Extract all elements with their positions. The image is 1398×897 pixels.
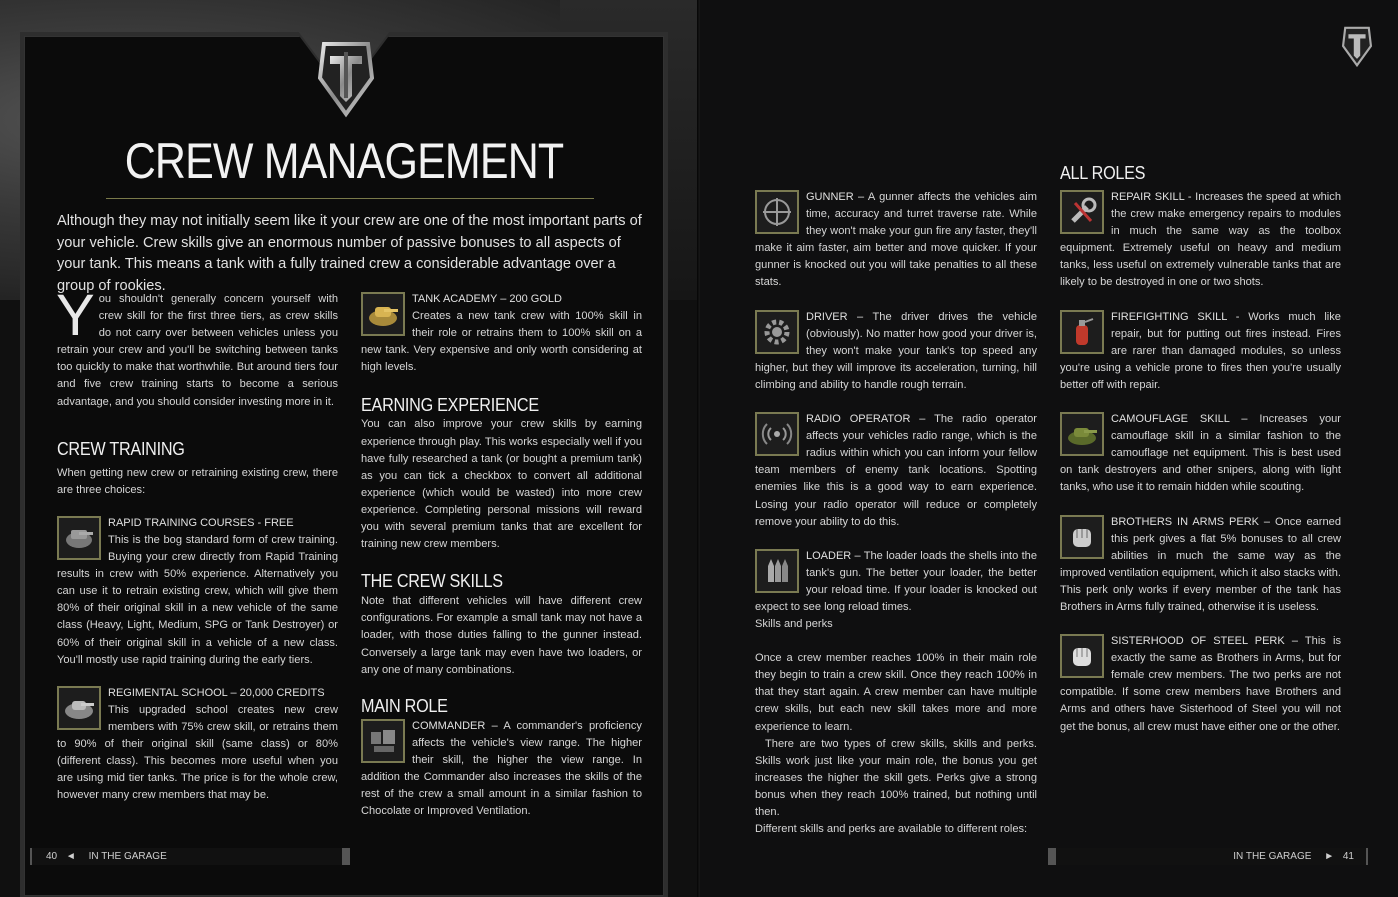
section-label-right: IN THE GARAGE [1233, 851, 1312, 862]
regimental-school-text: This upgraded school creates new crew members with 75% crew skill, or retrains them to 90% of their original skill (same class) or 80% (different class). This becomes more useful when you are using mid tier tanks. The price is for the whole crew, however many crew members that may be. [57, 703, 338, 802]
radio-signal-icon [755, 412, 799, 456]
skills-and-perks-label: Skills and perks [755, 618, 833, 631]
sisterhood-of-steel-entry [1060, 633, 1341, 736]
crew-training-text: When getting new crew or retraining existing crew, there are three choices: [57, 466, 338, 496]
brothers-in-arms-entry [1060, 514, 1341, 617]
arrow-left-icon: ◄ [65, 851, 76, 862]
tank-academy-text: Creates a new tank crew with 100% skill in their role or retrains them to 100% skill on a new tank. Very expensive and only worth considering at high levels. [361, 310, 642, 374]
rapid-training-title: RAPID TRAINING COURSES - FREE [108, 516, 294, 529]
brothers-in-arms-title: BROTHERS IN ARMS PERK – [1111, 515, 1271, 528]
radio-operator-title: RADIO OPERATOR – [806, 413, 926, 426]
commander-entry [361, 718, 642, 821]
firefighting-skill-entry [1060, 309, 1341, 394]
fist-icon [1060, 515, 1104, 559]
footer-left [30, 848, 350, 865]
right-page [700, 0, 1398, 897]
regimental-school-entry [57, 685, 338, 805]
crosshair-icon [755, 190, 799, 234]
rapid-training-entry [57, 515, 338, 669]
left-column-2 [361, 291, 642, 820]
camouflage-skill-text: Increases your camouflage skill in a similar fashion to the camouflage net equipment. This is best used on tank destroyers and other snipers, along with light tanks, who use it to remain hidden while scouting. [1060, 413, 1341, 494]
driver-title: DRIVER – [806, 310, 864, 323]
rapid-training-text: This is the bog standard form of crew training. Buying your crew directly from Rapid Training results in crew with 50% experience. Alternatively you can use it to retrain existing crew, which will give them 80% of their original skill in a new vehicle of the same class (Heavy, Light, Medium, SPG or Tank Destroyer) or 60% of their original skill in a vehicle of a new class. You'll mostly use rapid training during the early tiers. [57, 533, 338, 666]
firefighting-skill-text: Works much like repair, but for putting out fires instead. Fires are rarer than damaged modules, so unless you're using a vehicle prone to fires then you're usually better off with repair. [1060, 310, 1341, 391]
regimental-school-icon [57, 686, 101, 730]
tank-academy-entry [361, 291, 642, 376]
left-column-1 [56, 283, 338, 804]
tank-academy-title: TANK ACADEMY – 200 GOLD [412, 293, 562, 305]
camouflage-skill-title: CAMOUFLAGE SKILL – [1111, 413, 1248, 426]
commander-icon [361, 719, 405, 763]
page-number-left: 40 [46, 851, 58, 862]
heading-earning-experience: EARNING EXPERIENCE [361, 395, 539, 416]
footer-right [1048, 848, 1368, 865]
shells-icon [755, 549, 799, 593]
rapid-training-icon [57, 516, 101, 560]
drop-cap: Y [56, 283, 95, 348]
earning-experience-text: You can also improve your crew skills by earning experience through play. This works especially well if you have fully researched a tank (or bought a premium tank) as you can tick a checkbox to convert all additional experience (which would be wasted) into more crew experience. Completing personal missions will reward you with several premium tanks that are excellent for training new crew members. [361, 418, 642, 551]
commander-text: A commander's proficiency affects the vehicle's view range. The higher their skill, the higher the view range. In addition the Commander also increases the skills of the rest of the crew a small amount in a similar fashion to Chocolate or Improved Ventilation. [361, 719, 642, 818]
sisterhood-of-steel-text: This is exactly the same as Brothers in Arms, but for female crew members. The two perks are not compatible. If some crew members have Brothers and Arms and others have Sisterhood of Steel you will not get the bonus, all crew must have either one or the other. [1060, 635, 1341, 733]
right-column-2 [1060, 162, 1341, 736]
page-title: CREW MANAGEMENT [124, 133, 564, 189]
camouflage-tank-icon [1060, 412, 1104, 456]
heading-crew-training: CREW TRAINING [57, 438, 185, 459]
tank-academy-icon [361, 292, 405, 336]
regimental-school-title: REGIMENTAL SCHOOL – 20,000 CREDITS [108, 686, 325, 699]
right-column-1 [755, 189, 1037, 838]
loader-title: LOADER – [806, 549, 861, 562]
title-rule [106, 198, 594, 199]
gear-icon [755, 310, 799, 354]
wot-logo-small-icon [1342, 24, 1372, 68]
fire-extinguisher-icon [1060, 310, 1104, 354]
brothers-in-arms-text: Once earned this perk gives a flat 5% bonuses to all crew abilities in much the same way as the improved ventilation equipment, which it also stacks with. This perk only works if every member of the tank has Brothers in Arms fully trained, otherwise it is useless. [1060, 515, 1341, 613]
loader-text: The loader loads the shells into the tank's gun. The better your loader, the better your reload time. If your loader is knocked out expect to see long reload times. [755, 549, 1037, 613]
firefighting-skill-title: FIREFIGHTING SKILL - [1111, 310, 1240, 323]
heading-crew-skills: THE CREW SKILLS [361, 571, 503, 592]
repair-skill-entry [1060, 189, 1341, 292]
crew-skills-text: Note that different vehicles will have different crew configurations. For example a small tank may not have a loader, with those duties falling to the gunner instead. Conversely a large tank may even have two loaders, or any one of many combinations. [361, 595, 642, 676]
repair-skill-text: Increases the speed at which the crew make emergency repairs to modules in much the same way as the toolbox equipment. Extremely useful on heavy and medium tanks, less useful on extremely vulnerable tanks that are likely to be destroyed in one or two shots. [1060, 191, 1341, 289]
heading-main-role: MAIN ROLE [361, 695, 448, 716]
intro-paragraph: Although they may not initially seem like it your crew are one of the most important parts of your vehicle. Crew skills give an enormous number of passive bonuses to all aspects of your tank. This means a tank with a fully trained crew a considerable advantage over a group of rookies. [57, 213, 642, 294]
camouflage-skill-entry [1060, 411, 1341, 496]
wrench-icon [1060, 190, 1104, 234]
gunner-text: A gunner affects the vehicles aim time, accuracy and turret traverse rate. While they won't make your gun fire any faster, they'll make it aim faster, aim better and move quicker. If your gunner is knocked out you will take penalties to all these stats. [755, 191, 1037, 289]
sisterhood-of-steel-title: SISTERHOOD OF STEEL PERK – [1111, 635, 1298, 648]
arrow-right-icon: ► [1324, 851, 1335, 862]
lead-text: ou shouldn't generally concern yourself with crew skill for the first three tiers, as crew skills do not carry over between vehicles unless you retrain your crew and you'll be switching between tanks too quickly to make that worthwhile. But around tiers four and five crew training starts to become a serious advantage, and you should consider investing more in it. [57, 293, 338, 408]
radio-operator-entry [755, 411, 1037, 531]
gunner-entry [755, 189, 1037, 292]
page-number-right: 41 [1342, 851, 1354, 862]
fist-female-icon [1060, 634, 1104, 678]
lead-paragraph [56, 283, 338, 411]
heading-all-roles: ALL ROLES [1060, 163, 1146, 183]
loader-entry [755, 548, 1037, 616]
driver-text: The driver drives the vehicle (obviously). No matter how good your driver is, they won't make your tank's top speed any higher, but they will improve its acceleration, turning, hill climbing and ability to handle rough terrain. [755, 310, 1037, 391]
radio-operator-text: The radio operator affects your vehicles radio range, which is the radius within which you can inform your fellow team members of enemy tank locations. Spotting enemies like this is a good way to earn experience. Losing your radio operator will reduce or completely remove your ability to do this. [755, 413, 1037, 528]
gunner-title: GUNNER – [806, 191, 865, 203]
commander-title: COMMANDER – [412, 719, 498, 732]
repair-skill-title: REPAIR SKILL - [1111, 191, 1192, 203]
skills-paragraph-3: Different skills and perks are available to different roles: [755, 823, 1028, 836]
skills-paragraph-1: Once a crew member reaches 100% in their main role they begin to train a crew skill. Once they reach 100% in that they start again. A crew member can have multiple crew skills, but each new skill takes more and more experience to learn. [755, 652, 1037, 733]
driver-entry [755, 309, 1037, 394]
skills-paragraph-2: There are two types of crew skills, skills and perks. Skills work just like your main role, the bonus you get increases the higher the skill gets. Perks give a strong bonus when they reach 100% trained, but nothing until then. [755, 737, 1037, 818]
section-label-left: IN THE GARAGE [88, 851, 167, 862]
wot-logo-icon [318, 38, 374, 118]
